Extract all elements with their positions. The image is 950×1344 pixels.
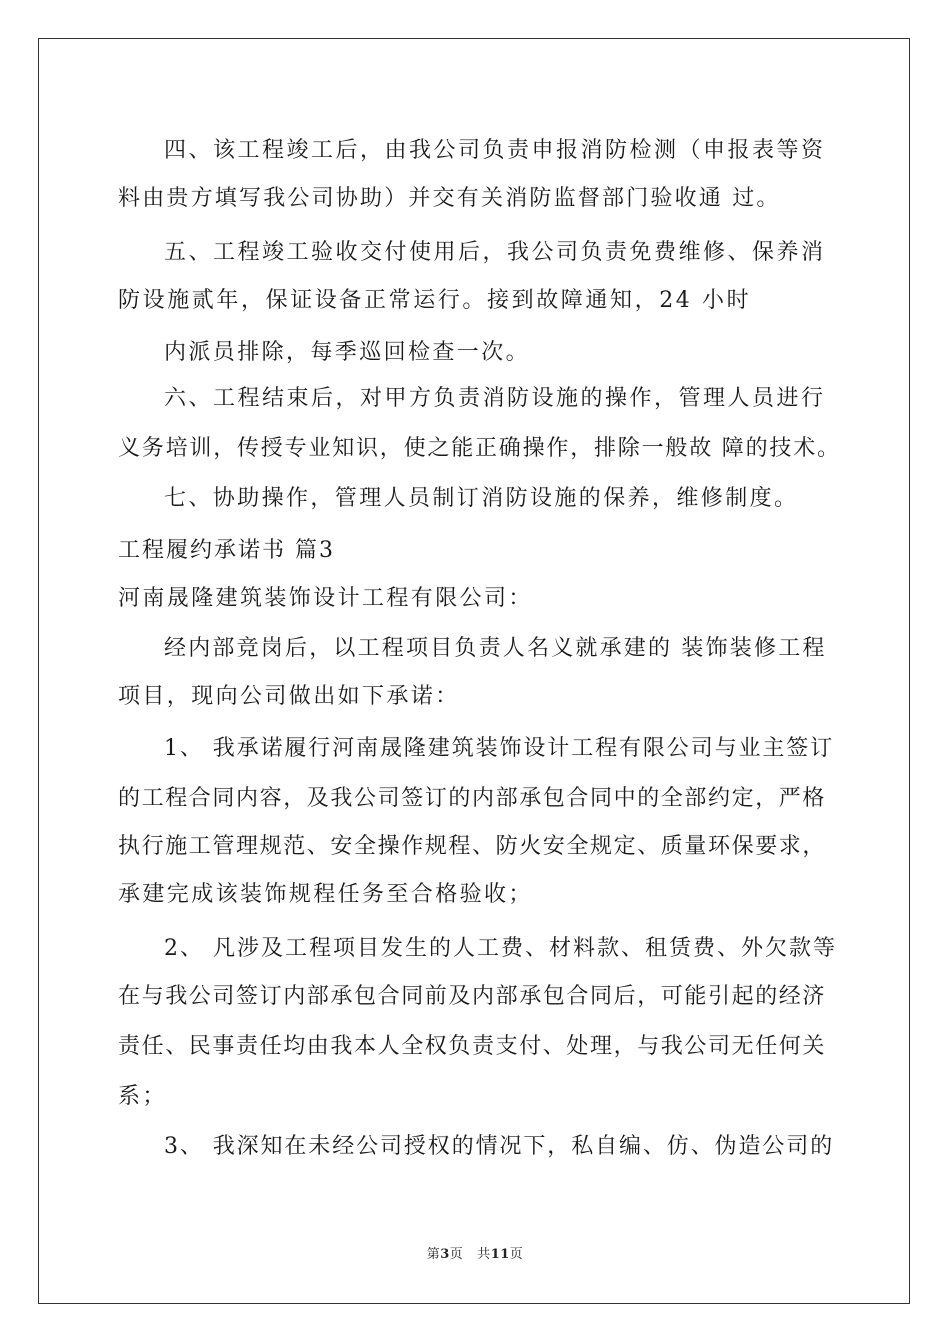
text-line: 的工程合同内容，及我公司签订的内部承包合同中的全部约定，严格 [118, 786, 827, 811]
text-line: 四、该工程竣工后，由我公司负责申报消防检测（申报表等资 [164, 138, 826, 163]
text-line: 项目，现向公司做出如下承诺： [118, 684, 460, 709]
text-line: 2、 凡涉及工程项目发生的人工费、材料款、租赁费、外欠款等 [164, 936, 837, 961]
text-line: 3、 我深知在未经公司授权的情况下，私自编、仿、伪造公司的 [164, 1134, 835, 1159]
text-line: 防设施贰年，保证设备正常运行。接到故障通知，24 小时 [118, 288, 752, 313]
text-line: 承建完成该装饰规程任务至合格验收； [118, 882, 533, 907]
text-line: 执行施工管理规范、安全操作规程、防火安全规定、质量环保要求， [118, 834, 827, 859]
text-line: 内派员排除，每季巡回检查一次。 [164, 340, 531, 365]
page-suffix: 页 [449, 1247, 464, 1262]
text-line: 料由贵方填写我公司协助）并交有关消防监督部门验收通 过。 [118, 186, 781, 211]
total-prefix: 共 [477, 1247, 491, 1262]
total-suffix: 页 [509, 1247, 524, 1262]
text-line: 七、协助操作，管理人员制订消防设施的保养，维修制度。 [164, 486, 799, 511]
page-number: 3 [440, 1247, 450, 1262]
text-line: 系； [118, 1084, 167, 1109]
text-line: 责任、民事责任均由我本人全权负责支付、处理，与我公司无任何关 [118, 1034, 827, 1059]
text-line: 1、 我承诺履行河南晟隆建筑装饰设计工程有限公司与业主签订 [164, 736, 835, 761]
page-prefix: 第 [426, 1247, 441, 1262]
total-pages: 11 [490, 1247, 510, 1262]
text-line: 五、工程竣工验收交付使用后，我公司负责免费维修、保养消 [164, 240, 826, 265]
section-heading: 工程履约承诺书 篇3 [118, 538, 335, 563]
page-footer [0, 1246, 950, 1264]
text-line: 六、工程结束后，对甲方负责消防设施的操作，管理人员进行 [164, 386, 826, 411]
page-border [38, 38, 910, 1304]
text-line: 义务培训，传授专业知识，使之能正确操作，排除一般故 障的技术。 [118, 436, 841, 461]
salutation: 河南晟隆建筑装饰设计工程有限公司： [118, 586, 533, 611]
text-line: 经内部竞岗后，以工程项目负责人名义就承建的 装饰装修工程 [164, 636, 827, 661]
text-line: 在与我公司签订内部承包合同前及内部承包合同后，可能引起的经济 [118, 984, 827, 1009]
